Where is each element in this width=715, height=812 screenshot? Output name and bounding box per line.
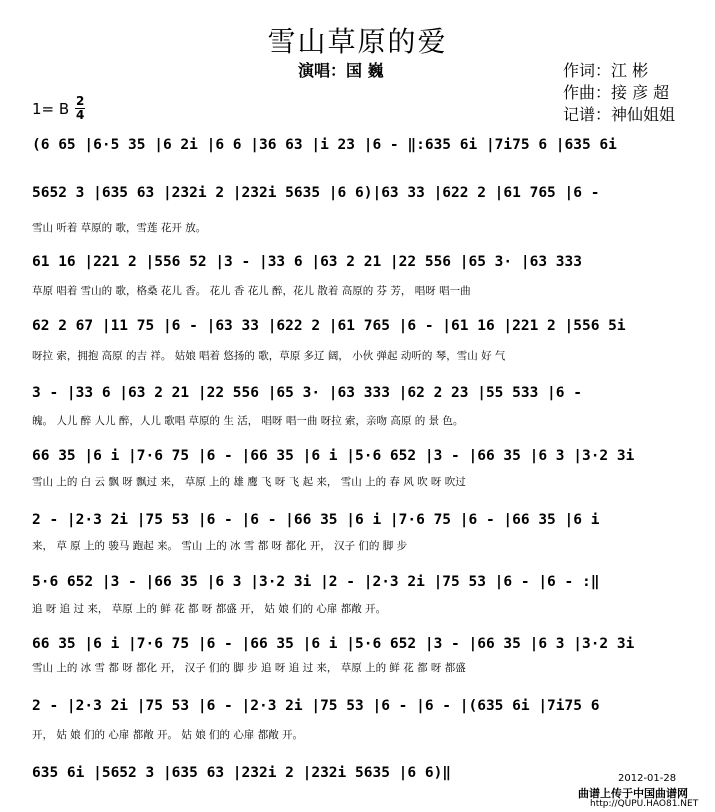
composer-credit: 作曲：接 彦 超 (563, 83, 670, 102)
notation-line-4: 62 2 67 |11 75 |6 - |63 33 |622 2 |61 765 |6 - |61 16 |221 2 |556 5i (32, 318, 626, 334)
key-signature: 1= B (32, 100, 70, 118)
notation-line-6: 66 35 |6 i |7·6 75 |6 - |66 35 |6 i |5·6 652 |3 - |66 35 |6 3 |3·2 3i (32, 448, 635, 464)
lyric-line-7: 来， 草 原 上的 骏马 跑起 来。 雪山 上的 冰 雪 都 呀 都化 开， 汉子 们的 脚 步 (32, 540, 408, 552)
notation-line-9: 66 35 |6 i |7·6 75 |6 - |66 35 |6 i |5·6 652 |3 - |66 35 |6 3 |3·2 3i (32, 636, 635, 652)
lyric-line-10: 开， 姑 娘 们的 心扉 都敞 开。 姑 娘 们的 心扉 都敞 开。 (32, 729, 304, 741)
upload-date: 2012-01-28 (618, 773, 677, 784)
lyric-line-5: 魄。 人儿 醉 人儿 醉，人儿 歌唱 草原的 生 活， 唱呀 唱一曲 呀拉 索，亲吻 高原 的 景 色。 (32, 415, 464, 427)
lyric-line-8: 追 呀 追 过 来， 草原 上的 鲜 花 都 呀 都盛 开， 姑 娘 们的 心扉 都敞 开。 (32, 603, 387, 615)
notation-line-10: 2 - |2·3 2i |75 53 |6 - |2·3 2i |75 53 |6 - |6 - |(635 6i |7i75 6 (32, 698, 600, 714)
notation-line-2: 5652 3 |635 63 |232i 2 |232i 5635 |6 6)|63 33 |622 2 |61 765 |6 - (32, 185, 600, 201)
lyric-line-6: 雪山 上的 白 云 飘 呀 飘过 来， 草原 上的 雄 鹰 飞 呀 飞 起 来， 雪山 上的 春 风 吹 呀 吹过 (32, 476, 466, 488)
notation-line-8: 5·6 652 |3 - |66 35 |6 3 |3·2 3i |2 - |2·3 2i |75 53 |6 - |6 - :‖ (32, 574, 600, 590)
site-credit: 曲谱上传于中国曲谱网 (578, 787, 688, 800)
lyricist-credit: 作词：江 彬 (563, 61, 649, 80)
lyric-line-4: 呀拉 索，拥抱 高原 的吉 祥。 姑娘 唱着 悠扬的 歌，草原 多辽 阔， 小伙 弹起 动听的 琴，雪山 好 气 (32, 350, 506, 362)
singer-credit: 演唱：国 巍 (298, 61, 384, 80)
song-title: 雪山草原的爱 (267, 25, 448, 58)
lyric-line-9: 雪山 上的 冰 雪 都 呀 都化 开， 汉子 们的 脚 步 追 呀 追 过 来， 草原 上的 鲜 花 都 呀 都盛 (32, 662, 466, 674)
lyric-line-3: 草原 唱着 雪山的 歌，格桑 花儿 香。 花儿 香 花儿 醉，花儿 散着 高原的 芬 芳， 唱呀 唱一曲 (32, 285, 471, 297)
notation-line-5: 3 - |33 6 |63 2 21 |22 556 |65 3· |63 333 |62 2 23 |55 533 |6 - (32, 385, 582, 401)
time-signature (75, 95, 85, 122)
notation-line-7: 2 - |2·3 2i |75 53 |6 - |6 - |66 35 |6 i |7·6 75 |6 - |66 35 |6 i (32, 512, 600, 528)
time-signature-top: 2 (76, 94, 85, 108)
time-signature-bottom: 4 (76, 108, 85, 122)
lyric-line-2: 雪山 听着 草原的 歌，雪莲 花开 放。 (32, 222, 207, 234)
notation-line-3: 61 16 |221 2 |556 52 |3 - |33 6 |63 2 21 |22 556 |65 3· |63 333 (32, 254, 582, 270)
notation-line-1: (6 65 |6·5 35 |6 2i |6 6 |36 63 |i 23 |6 - ‖:635 6i |7i75 6 |635 6i (32, 137, 617, 153)
site-url[interactable]: http://QUPU.HAO81.NET (590, 799, 699, 809)
transcriber-credit: 记谱：神仙姐姐 (563, 105, 676, 124)
notation-line-11: 635 6i |5652 3 |635 63 |232i 2 |232i 5635 |6 6)‖ (32, 765, 452, 781)
